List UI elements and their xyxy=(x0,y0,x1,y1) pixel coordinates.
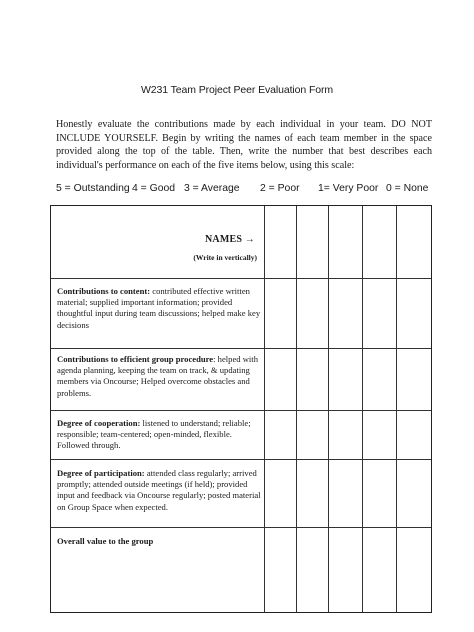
criterion-cooperation xyxy=(57,418,263,452)
row-divider xyxy=(51,459,431,460)
criterion-description: : helped with agenda planning, keeping the team on track, & updating members via Oncourse; Helped overcome obstacles and problems. xyxy=(57,354,258,398)
names-header: NAMES → xyxy=(204,234,255,245)
criterion-label: Contributions to efficient group procedure xyxy=(57,354,214,364)
criterion-description: contributed effective written material; supplied important information; provided thoughtful input during team discussions; helped make key decisions xyxy=(57,286,261,330)
name-column-divider xyxy=(296,206,297,612)
evaluation-table xyxy=(50,205,432,613)
scale-item-3: 3 = Average xyxy=(184,183,240,194)
row-divider xyxy=(51,278,431,279)
row-divider xyxy=(51,348,431,349)
name-column-divider xyxy=(264,206,265,612)
rating-scale xyxy=(56,183,429,197)
criterion-overall xyxy=(57,536,263,547)
form-instructions: Honestly evaluate the contributions made by each individual in your team. DO NOT INCLUDE YOURSELF. Begin by writing the names of each team member in the space provided along the top of the table. Then, write the number that best describes each individual's performance on each of the five items below, using this scale: xyxy=(56,119,432,171)
name-column-divider xyxy=(328,206,329,612)
criterion-label: Contributions to content: xyxy=(57,286,151,296)
form-title: W231 Team Project Peer Evaluation Form xyxy=(140,84,334,96)
name-column-divider xyxy=(396,206,397,612)
criterion-label: Overall value to the group xyxy=(57,536,154,546)
criterion-procedure xyxy=(57,354,263,399)
criterion-description: listened to understand; reliable; responsible; team-centered; open-minded, flexible. Followed through. xyxy=(57,418,251,451)
criterion-label: Degree of cooperation: xyxy=(57,418,141,428)
row-divider xyxy=(51,410,431,411)
criterion-participation xyxy=(57,468,263,513)
criterion-content xyxy=(57,286,263,331)
names-subheader: (Write in vertically) xyxy=(193,253,257,262)
criterion-label: Degree of participation: xyxy=(57,468,145,478)
name-column-divider xyxy=(362,206,363,612)
scale-item-4: 4 = Good xyxy=(132,183,176,194)
scale-item-2: 2 = Poor xyxy=(260,183,300,194)
scale-item-1: 1= Very Poor xyxy=(318,183,379,194)
scale-item-5: 5 = Outstanding xyxy=(56,183,130,194)
row-divider xyxy=(51,527,431,528)
criterion-description: attended class regularly; arrived promptly; attended outside meetings (if held); provided input and feedback via Oncourse regularly; posted material on Group Space when expected. xyxy=(57,468,261,512)
scale-item-0: 0 = None xyxy=(386,183,429,194)
